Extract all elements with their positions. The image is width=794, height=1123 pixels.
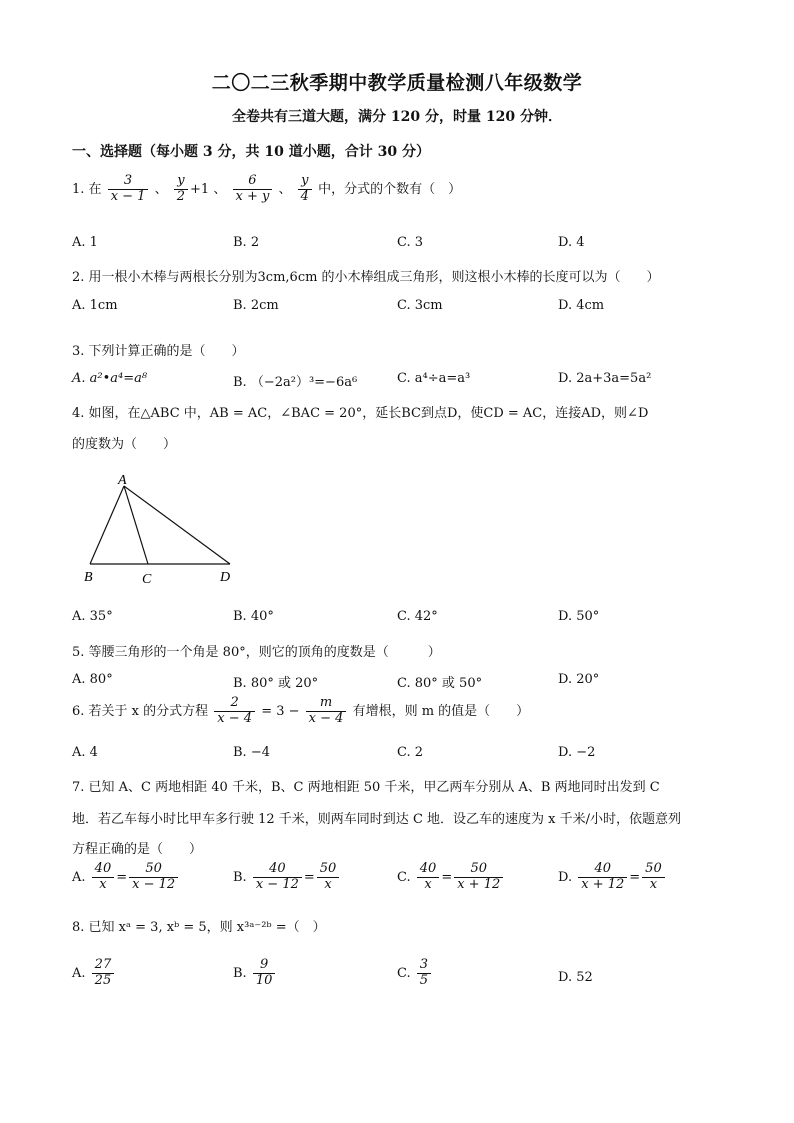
option-label: C. [397,965,411,981]
frac-num: 3 [419,957,429,972]
q1-f1-num: 3 [123,173,133,188]
q7-d-right [642,862,665,893]
q7-c-left [417,862,440,893]
question-7-line-2: 地．若乙车每小时比甲车多行驶 12 千米，则两车同时到达 C 地．设乙车的速度为 x 千米/小时，依题意列 [72,812,681,827]
q7-c-right [454,862,503,893]
q1-fraction-4 [298,174,312,205]
frac-den: x + 12 [578,877,627,893]
question-3: 3. 下列计算正确的是（ ） [72,344,245,359]
question-4-line-2: 的度数为（ ） [72,437,177,452]
q2-option-c[interactable]: C. 3cm [397,298,443,313]
q1-sep: 、 [278,181,292,197]
q8-option-b[interactable] [233,958,277,989]
question-7-line-3: 方程正确的是（ ） [72,842,203,857]
segment-ab [90,486,124,564]
q1-f3-den: x + y [233,189,273,205]
q8-b-fraction [253,958,276,989]
option-label: C. [397,869,411,885]
question-5: 5. 等腰三角形的一个角是 80°，则它的顶角的度数是（ ） [72,645,441,660]
q7-option-b[interactable]: B. $\frac{40}{x - 12}$ = $\frac{50}{x}$ [233,862,341,893]
q8-c-fraction [417,958,431,989]
q1-f3-num: 6 [248,173,257,188]
q7-b-right [317,862,340,893]
question-7-line-1: 7. 已知 A、C 两地相距 40 千米，B、C 两地相距 50 千米，甲乙两车分别从 A、B 两地同时出发到 C [72,780,660,795]
frac-num: 27 [94,957,112,972]
q1-f2-num: y [177,173,185,188]
page-title: 二〇二三秋季期中教学质量检测八年级数学 [211,72,583,94]
q7-a-right [129,862,178,893]
q1-option-b[interactable]: B. 2 [233,235,260,250]
q6-option-b[interactable]: B. −4 [233,745,270,760]
q6-option-c[interactable]: C. 2 [397,745,424,760]
q6-prefix: 6. 若关于 x 的分式方程 [72,703,209,719]
q6-option-a[interactable]: A. 4 [72,745,98,760]
q1-suffix: 中，分式的个数有（ ） [318,181,462,197]
q6-f2-den: x − 4 [306,711,347,727]
frac-num: 40 [594,861,612,876]
label-d: D [220,570,231,585]
q1-f1-den: x − 1 [108,189,149,205]
q3-option-d[interactable]: D. 2a+3a=5a² [558,371,652,386]
q4-option-b[interactable]: B. 40° [233,609,274,624]
q4-option-d[interactable]: D. 50° [558,609,600,624]
q5-option-c[interactable]: C. 80° 或 50° [397,676,483,691]
q8-a-fraction [92,958,115,989]
q7-option-c[interactable]: C. $\frac{40}{x}$ = $\frac{50}{x + 12}$ [397,862,505,893]
q2-option-a[interactable]: A. 1cm [72,298,118,313]
frac-den: x − 12 [253,877,302,893]
q7-option-d[interactable]: D. $\frac{40}{x + 12}$ = $\frac{50}{x}$ [558,862,667,893]
q1-fraction-1 [108,174,149,205]
q1-option-d[interactable]: D. 4 [558,235,585,250]
frac-den: x + 12 [454,877,503,893]
q8-option-c[interactable] [397,958,433,989]
frac-num: 50 [319,861,337,876]
q1-f4-num: y [301,173,309,188]
triangle-figure [80,470,250,590]
q3-option-c[interactable]: C. a⁴÷a=a³ [397,371,471,386]
q5-option-a[interactable]: A. 80° [72,672,113,687]
option-label: B. [233,965,247,981]
q6-f2-num: m [319,695,333,710]
frac-num: 9 [259,957,269,972]
question-2: 2. 用一根小木棒与两根长分别为3cm,6cm 的小木棒组成三角形，则这根小木棒的长度可以为（ ） [72,270,660,285]
frac-den: x [642,877,665,893]
q8-option-a[interactable] [72,958,116,989]
q5-option-b[interactable]: B. 80° 或 20° [233,676,319,691]
segment-ad [124,486,230,564]
q3-option-a[interactable]: A. a²•a⁴=a⁸ [72,371,148,386]
frac-den: x − 12 [129,877,178,893]
q1-f4-den: 4 [298,189,312,205]
frac-num: 50 [470,861,487,876]
frac-den: 5 [417,973,431,989]
q1-option-c[interactable]: C. 3 [397,235,424,250]
q1-f2-tail: +1 [190,181,210,197]
question-8: 8. 已知 xᵃ = 3, xᵇ = 5，则 x³ᵃ⁻²ᵇ =（ ） [72,920,326,935]
q7-a-left [92,862,115,893]
q8-option-d[interactable]: D. 52 [558,970,593,985]
option-label: D. [558,869,573,885]
segment-ac [124,486,148,564]
frac-den: 10 [253,973,276,989]
q1-sep: 、 [154,181,168,197]
question-1 [72,174,461,205]
q1-fraction-3 [233,174,273,205]
frac-den: 25 [92,973,115,989]
question-4-line-1: 4. 如图，在△ABC 中，AB = AC，∠BAC = 20°，延长BC到点D，使CD = AC，连接AD，则∠D [72,406,649,421]
q1-sep: 、 [213,181,227,197]
frac-num: 50 [645,861,662,876]
q2-option-b[interactable]: B. 2cm [233,298,279,313]
q5-option-d[interactable]: D. 20° [558,672,600,687]
label-c: C [142,572,152,587]
q3-option-b[interactable]: B. （−2a²）³=−6a⁶ [233,375,358,390]
q6-f1-den: x − 4 [214,711,255,727]
frac-den: x [417,877,440,893]
q6-mid: = 3 − [261,703,300,719]
option-label: A. [72,869,86,885]
q7-b-left [253,862,302,893]
frac-den: x [317,877,340,893]
q4-option-a[interactable]: A. 35° [72,609,113,624]
frac-num: 40 [94,861,112,876]
frac-den: x [92,877,115,893]
question-6 [72,696,529,727]
q1-f2-den: 2 [174,189,188,205]
frac-num: 40 [419,861,437,876]
option-label: B. [233,869,247,885]
q7-d-left [578,862,627,893]
q1-prefix: 1. 在 [72,181,102,197]
q6-fraction-1 [214,696,255,727]
label-a: A [118,473,127,488]
option-label: A. [72,965,86,981]
q4-option-c[interactable]: C. 42° [397,609,438,624]
q6-f1-num: 2 [230,695,239,710]
frac-num: 50 [145,861,162,876]
q1-fraction-2 [174,174,188,205]
frac-num: 40 [269,861,286,876]
label-b: B [84,570,93,585]
section-heading: 一、选择题（每小题 3 分，共 10 道小题，合计 30 分） [72,144,430,160]
q6-suffix: 有增根，则 m 的值是（ ） [352,703,530,719]
q1-option-a[interactable]: A. 1 [72,235,98,250]
q6-option-d[interactable]: D. −2 [558,745,596,760]
q2-option-d[interactable]: D. 4cm [558,298,605,313]
q7-option-a[interactable]: A. $\frac{40}{x}$ = $\frac{50}{x - 12}$ [72,862,180,893]
q6-fraction-2 [306,696,347,727]
page-subtitle: 全卷共有三道大题，满分 120 分，时量 120 分钟． [232,109,562,125]
